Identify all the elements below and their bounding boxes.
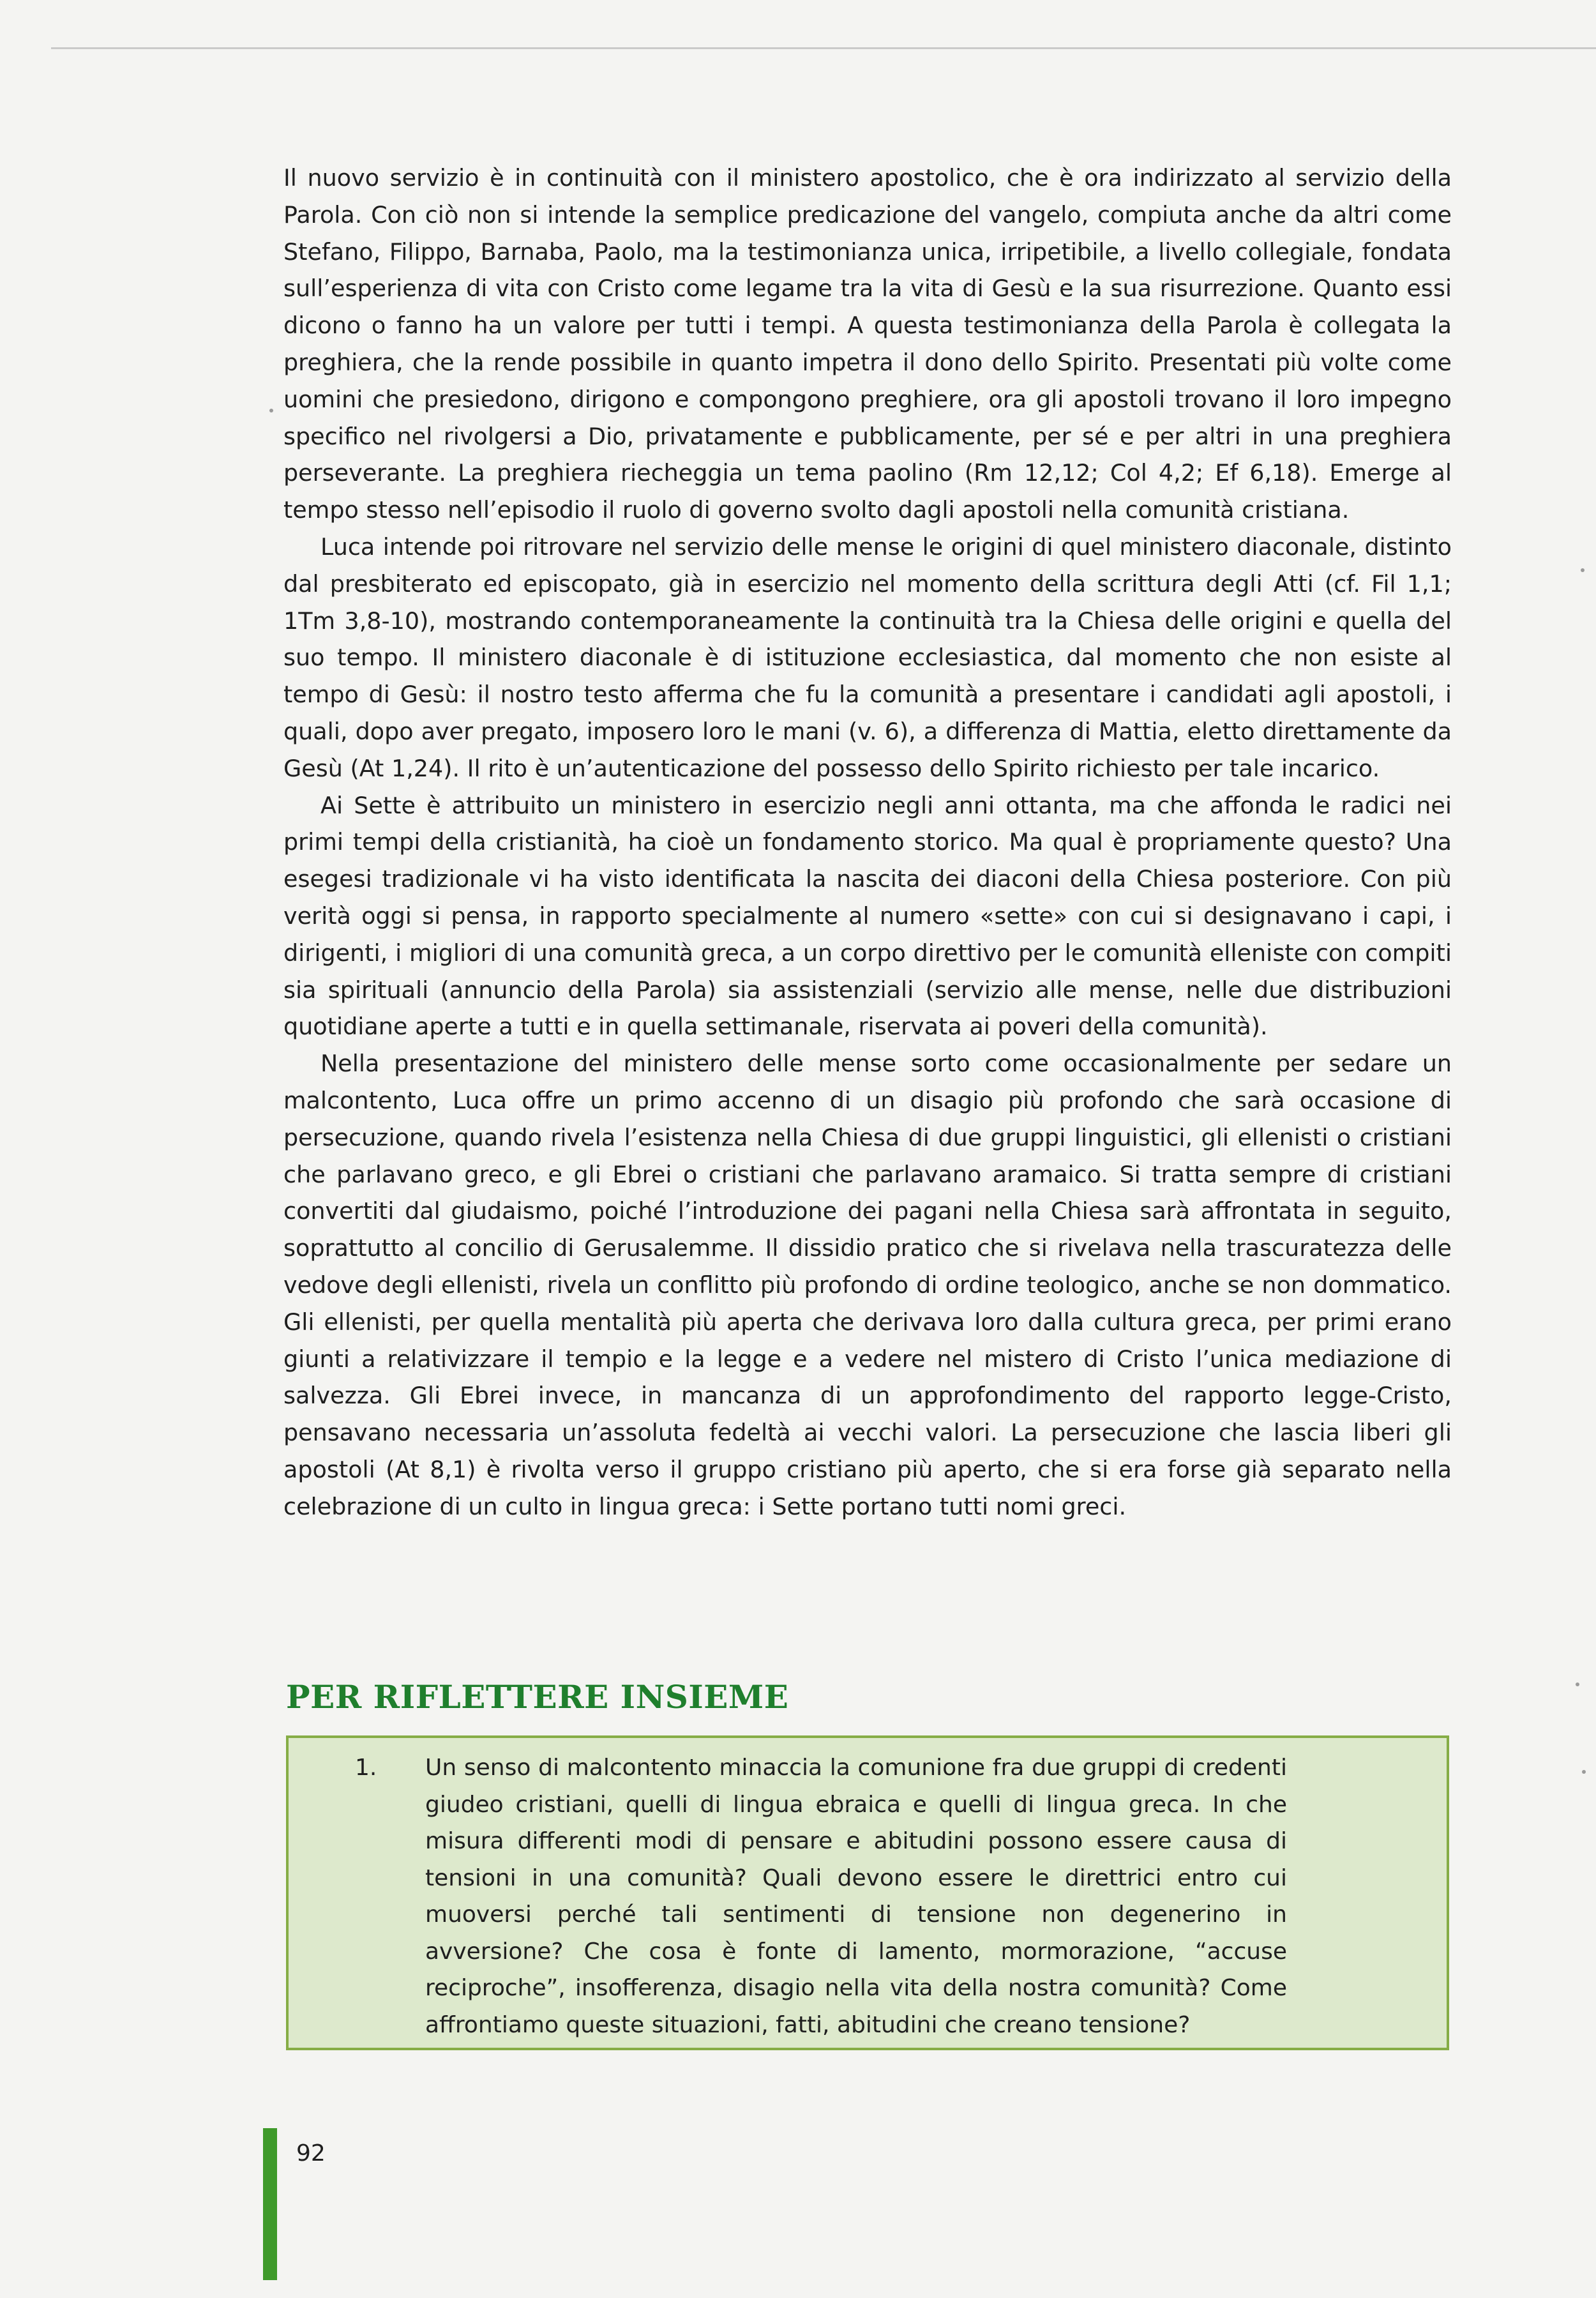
page-marker-bar [263, 2128, 277, 2280]
scan-speck [1581, 568, 1585, 572]
paragraph-2: Luca intende poi ritrovare nel servizio delle mense le origini di quel ministero diaconale, distinto dal presbiterato ed episcopato, già in esercizio nel momento della scrittura degli Atti (cf. Fil 1,1; 1Tm 3,8-10), mostrando contemporaneamente la continuità tra la Chiesa delle origini e quella del suo tempo. Il ministero diaconale è di istituzione ecclesiastica, dal momento che non esiste al tempo di Gesù: il nostro testo afferma che fu la comunità a presentare i candidati agli apostoli, i quali, dopo aver pregato, imposero loro le mani (v. 6), a differenza di Mattia, eletto direttamente da Gesù (At 1,24). Il rito è un’autenticazione del possesso dello Spirito richiesto per tale incarico. [283, 533, 1452, 782]
scan-speck [269, 409, 273, 412]
question-number: 1. [355, 1755, 377, 1781]
top-border-rule [51, 47, 1596, 49]
question-list [355, 1750, 1287, 2043]
section-heading: PER RIFLETTERE INSIEME [286, 1678, 789, 1716]
paragraph-3: Ai Sette è attribuito un ministero in esercizio negli anni ottanta, ma che affonda le radici nei primi tempi della cristianità, ha cioè un fondamento storico. Ma qual è propriamente questo? Una esegesi tradizionale vi ha visto identificata la nascita dei diaconi della Chiesa posteriore. Con più verità oggi si pensa, in rapporto specialmente al numero «sette» con cui si designavano i capi, i dirigenti, i migliori di una comunità greca, a un corpo direttivo per le comunità elleniste con compiti sia spirituali (annuncio della Parola) sia assistenziali (servizio alle mense, nelle due distribuzioni quotidiane aperte a tutti e in quella settimanale, riservata ai poveri della comunità). [283, 791, 1452, 1041]
main-text [283, 160, 1452, 1525]
list-item [355, 1750, 1287, 2043]
paragraph-4: Nella presentazione del ministero delle mense sorto come occasionalmente per sedare un malcontento, Luca offre un primo accenno di un disagio più profondo che sarà occasione di persecuzione, quando rivela l’esistenza nella Chiesa di due gruppi linguistici, gli ellenisti o cristiani che parlavano greco, e gli Ebrei o cristiani che parlavano aramaico. Si tratta sempre di cristiani convertiti dal giudaismo, poiché l’introduzione dei pagani nella Chiesa sarà affrontata in seguito, soprattutto al concilio di Gerusalemme. Il dissidio pratico che si rivelava nella trascuratezza delle vedove degli ellenisti, rivela un conflitto più profondo di ordine teologico, anche se non dommatico. Gli ellenisti, per quella mentalità più aperta che derivava loro dalla cultura greca, per primi erano giunti a relativizzare il tempio e la legge e a vedere nel mistero di Cristo l’unica mediazione di salvezza. Gli Ebrei invece, in mancanza di un approfondimento del rapporto legge-Cristo, pensavano necessaria un’assoluta fedeltà ai vecchi valori. La persecuzione che lascia liberi gli apostoli (At 8,1) è rivolta verso il gruppo cristiano più aperto, che si era forse già separato nella celebrazione di un culto in lingua greca: i Sette portano tutti nomi greci. [283, 1050, 1452, 1520]
scan-speck [1582, 1770, 1586, 1774]
question-text: Un senso di malcontento minaccia la comunione fra due gruppi di credenti giudeo cristiani, quelli di lingua ebraica e quelli di lingua greca. In che misura differenti modi di pensare e abitudini possono essere causa di tensioni in una comunità? Quali devono essere le direttrici entro cui muoversi perché tali sentimenti di tensione non degenerino in avversione? Che cosa è fonte di lamento, mormorazione, “accuse reciproche”, insofferenza, disagio nella vita della nostra comunità? Come affrontiamo queste situazioni, fatti, abitudini che creano tensione? [425, 1755, 1287, 2038]
paragraph-1: Il nuovo servizio è in continuità con il ministero apostolico, che è ora indirizzato al servizio della Parola. Con ciò non si intende la semplice predicazione del vangelo, compiuta anche da altri come Stefano, Filippo, Barnaba, Paolo, ma la testimonianza unica, irripetibile, a livello collegiale, fondata sull’esperienza di vita con Cristo come legame tra la vita di Gesù e la sua risurrezione. Quanto essi dicono o fanno ha un valore per tutti i tempi. A questa testimonianza della Parola è collegata la preghiera, che la rende possibile in quanto impetra il dono dello Spirito. Presentati più volte come uomini che presiedono, dirigono e compongono preghiere, ora gli apostoli trovano il loro impegno specifico nel rivolgersi a Dio, privatamente e pubblicamente, per sé e per altri in una preghiera perseverante. La preghiera riecheggia un tema paolino (Rm 12,12; Col 4,2; Ef 6,18). Emerge al tempo stesso nell’episodio il ruolo di governo svolto dagli apostoli nella comunità cristiana. [283, 164, 1452, 524]
scan-speck [1576, 1682, 1579, 1686]
reflection-box [286, 1735, 1449, 2050]
page-number: 92 [296, 2140, 326, 2166]
